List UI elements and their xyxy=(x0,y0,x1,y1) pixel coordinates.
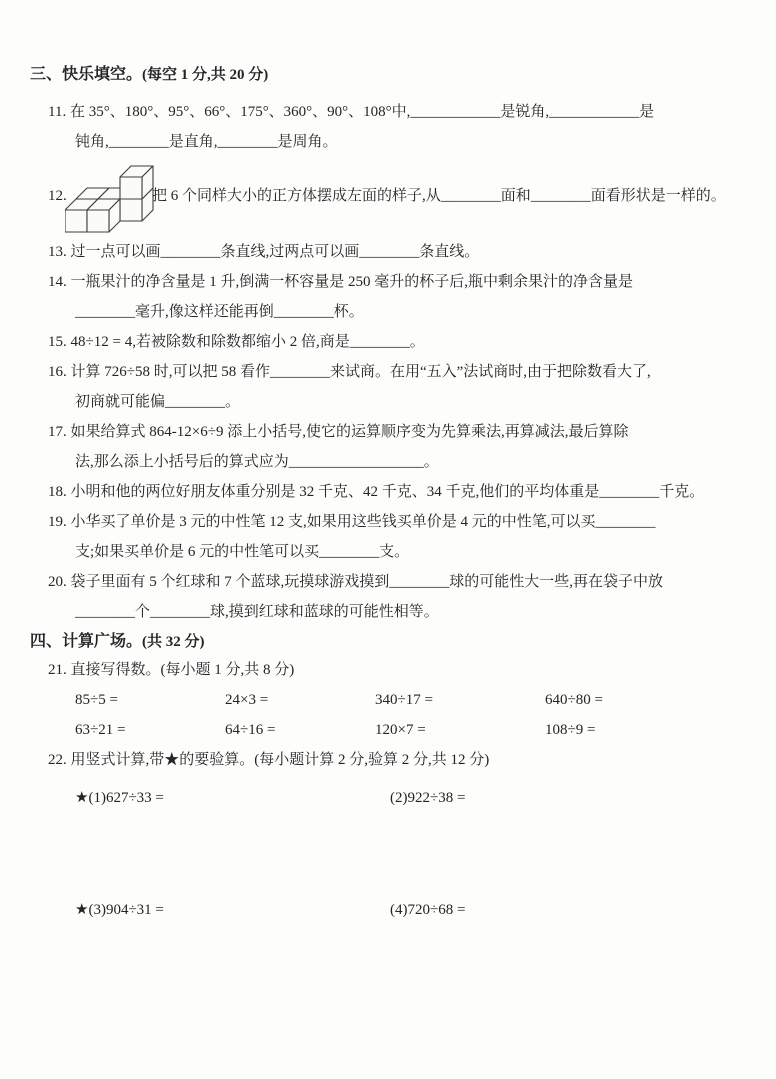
question-22-row-2 xyxy=(75,895,776,925)
question-12-text: 把 6 个同样大小的正方体摆成左面的样子,从________面和________面看形状是一样的。 xyxy=(152,188,726,204)
section-calc-title xyxy=(30,629,776,655)
oral-calc-item: 63÷21 = xyxy=(75,722,126,738)
question-21-header: 21. 直接写得数。(每小题 1 分,共 8 分) xyxy=(48,662,295,678)
question-21-row-1 xyxy=(75,685,776,715)
section-fill-title-text: 三、快乐填空。 xyxy=(30,66,143,83)
vertical-calc-item: ★(3)904÷31 = xyxy=(75,902,164,918)
question-17-line-1: 17. 如果给算式 864-12×6÷9 添上小括号,使它的运算顺序变为先算乘法,再算减法,最后算除 xyxy=(48,424,629,440)
oral-calc-item: 24×3 = xyxy=(225,692,269,708)
question-14-line-1: 14. 一瓶果汁的净含量是 1 升,倒满一杯容量是 250 毫升的杯子后,瓶中剩余果汁的净含量是 xyxy=(48,274,634,290)
question-11-line-2: 钝角,________是直角,________是周角。 xyxy=(75,134,338,150)
vertical-calc-item: (4)720÷68 = xyxy=(390,902,466,918)
question-16-line-1: 16. 计算 726÷58 时,可以把 58 看作________来试商。在用“五入”法试商时,由于把除数看大了, xyxy=(48,364,651,380)
question-22-header: 22. 用竖式计算,带★的要验算。(每小题计算 2 分,验算 2 分,共 12 分) xyxy=(48,752,490,768)
oral-calc-item: 640÷80 = xyxy=(545,692,603,708)
six-cubes-isometric-drawing xyxy=(65,162,155,234)
question-11-line-1: 11. 在 35°、180°、95°、66°、175°、360°、90°、108°中,____________是锐角,____________是 xyxy=(48,104,655,120)
question-20-line-1: 20. 袋子里面有 5 个红球和 7 个蓝球,玩摸球游戏摸到________球的可能性大一些,再在袋子中放 xyxy=(48,574,664,590)
oral-calc-item: 85÷5 = xyxy=(75,692,118,708)
question-12 xyxy=(48,161,776,237)
question-17-line-2: 法,那么添上小括号后的算式应为__________________。 xyxy=(75,454,439,470)
question-19-line-2: 支;如果买单价是 6 元的中性笔可以买________支。 xyxy=(75,544,410,560)
question-19-line-1: 19. 小华买了单价是 3 元的中性笔 12 支,如果用这些钱买单价是 4 元的中性笔,可以买________ xyxy=(48,514,656,530)
question-14-line-2: ________毫升,像这样还能再倒________杯。 xyxy=(75,304,364,320)
vertical-calc-item: (2)922÷38 = xyxy=(390,790,466,806)
question-20-line-2: ________个________球,摸到红球和蓝球的可能性相等。 xyxy=(75,604,439,620)
vertical-calc-item: ★(1)627÷33 = xyxy=(75,790,164,806)
oral-calc-item: 64÷16 = xyxy=(225,722,276,738)
cubes-figure-icon xyxy=(65,162,155,239)
section-calc-title-text: 四、计算广场。 xyxy=(30,633,143,650)
question-15-line-1: 15. 48÷12 = 4,若被除数和除数都缩小 2 倍,商是________。 xyxy=(48,334,425,350)
question-12-number: 12. xyxy=(48,188,67,204)
question-16-line-2: 初商就可能偏________。 xyxy=(75,394,241,410)
question-18-line-1: 18. 小明和他的两位好朋友体重分别是 32 千克、42 千克、34 千克,他们的平均体重是________千克。 xyxy=(48,484,705,500)
working-space xyxy=(0,813,776,895)
section-calc-score-note: (共 32 分) xyxy=(142,634,205,650)
oral-calc-item: 108÷9 = xyxy=(545,722,596,738)
question-13-line-1: 13. 过一点可以画________条直线,过两点可以画________条直线。 xyxy=(48,244,480,260)
section-fill-score-note: (每空 1 分,共 20 分) xyxy=(142,67,269,83)
oral-calc-item: 120×7 = xyxy=(375,722,426,738)
question-22-row-1 xyxy=(75,783,776,813)
question-21-row-2 xyxy=(75,715,776,745)
section-fill-title xyxy=(30,62,776,88)
oral-calc-item: 340÷17 = xyxy=(375,692,433,708)
